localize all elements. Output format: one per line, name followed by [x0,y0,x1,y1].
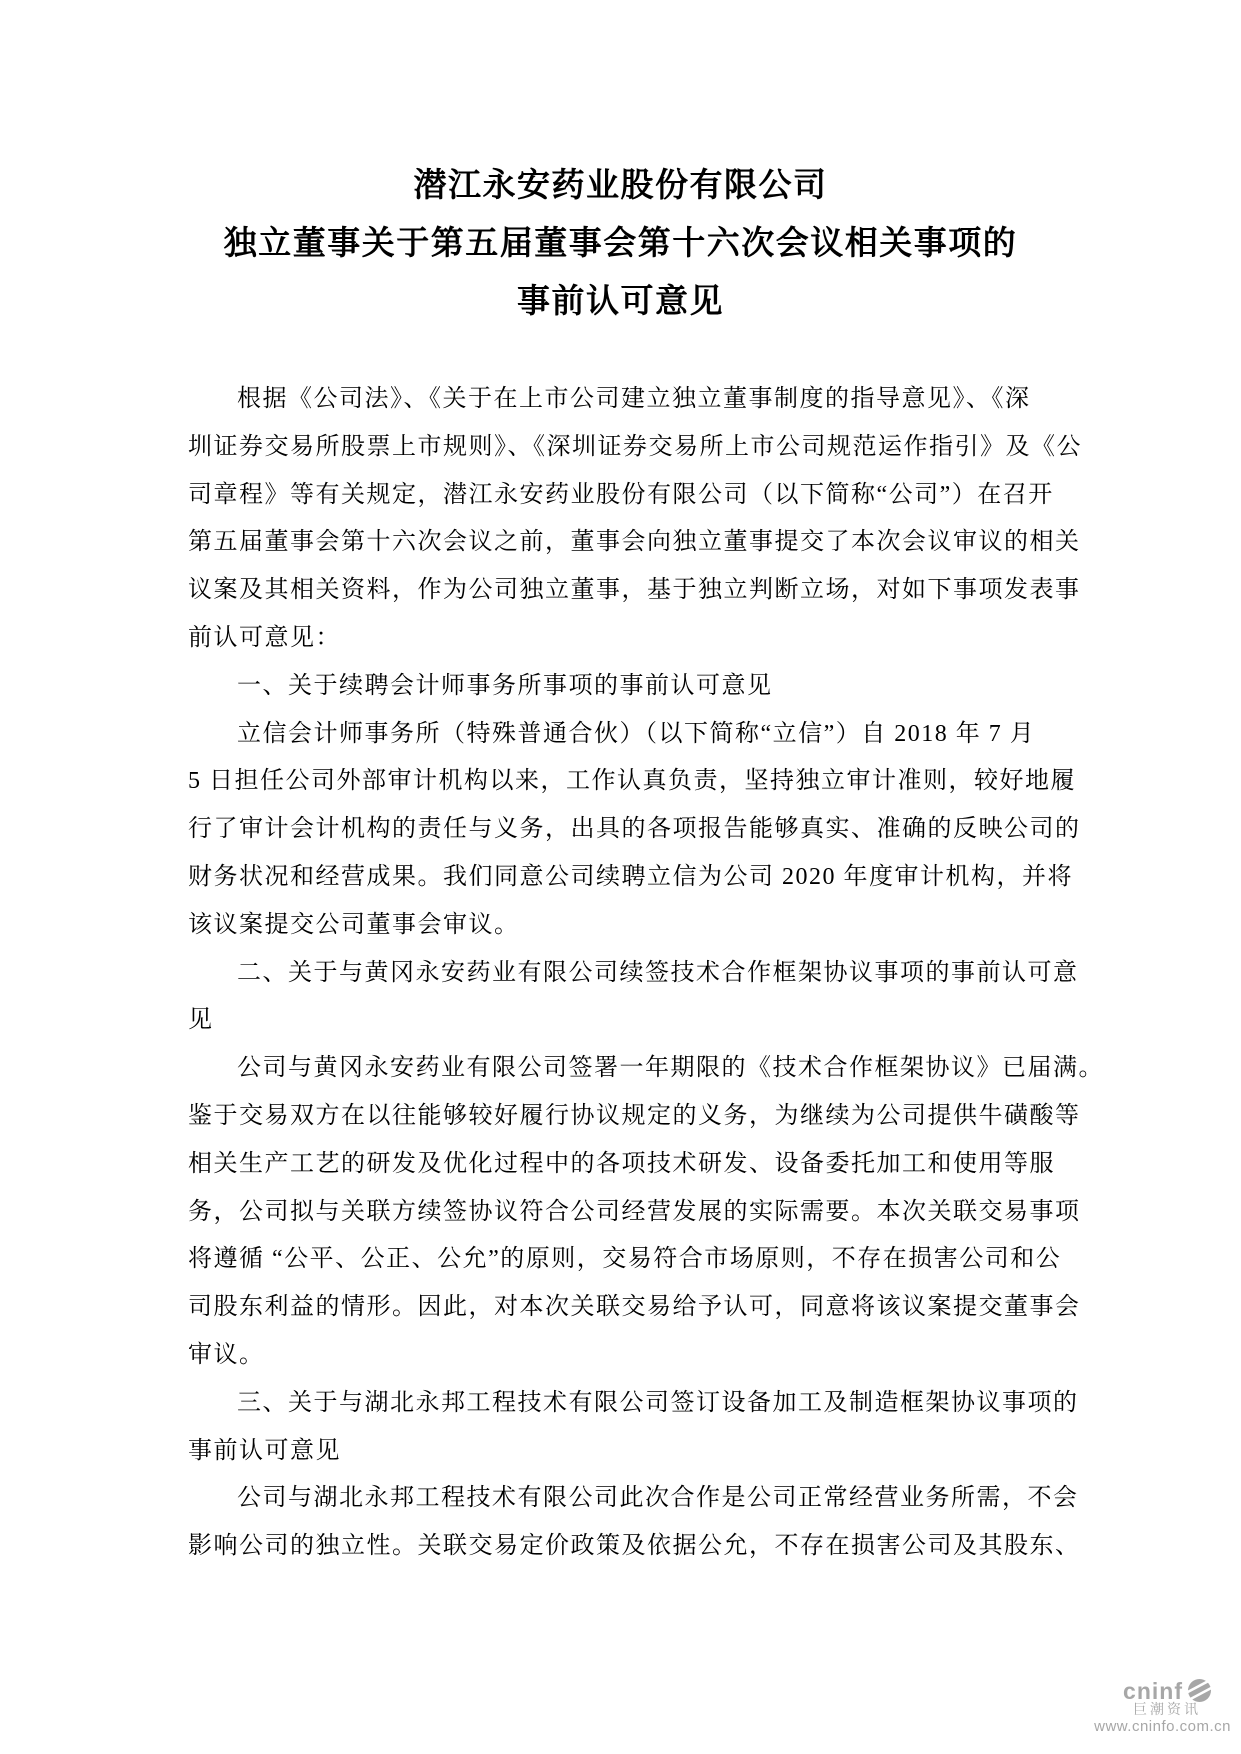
doc-text-line: 务，公司拟与关联方续签协议符合公司经营发展的实际需要。本次关联交易事项 [188,1198,1081,1225]
doc-text-line: 议案及其相关资料，作为公司独立董事，基于独立判断立场，对如下事项发表事 [188,577,1081,604]
doc-text-line: 影响公司的独立性。关联交易定价政策及依据公允，不存在损害公司及其股东、 [188,1533,1081,1560]
cninfo-watermark [1094,1678,1231,1734]
doc-text-line: 根据《公司法》、《关于在上市公司建立独立董事制度的指导意见》、《深 [237,386,1031,412]
doc-text-line: 将遵循 “公平、公正、公允”的原则，交易符合市场原则，不存在损害公司和公 [188,1246,1062,1273]
doc-text-line: 5 日担任公司外部审计机构以来，工作认真负责，坚持独立审计准则，较好地履 [188,768,1076,795]
cninfo-brand-cn: 巨潮资讯 [1133,1701,1201,1717]
cninfo-logo-icon [1186,1678,1213,1703]
doc-text-line: 第五届董事会第十六次会议之前，董事会向独立董事提交了本次会议审议的相关 [188,529,1081,556]
doc-text-line: 立信会计师事务所（特殊普通合伙）（以下简称“立信”）自 2018 年 7 月 [237,720,1036,747]
doc-text-line: 圳证券交易所股票上市规则》、《深圳证券交易所上市公司规范运作指引》及《公 [188,433,1082,460]
doc-text-line: 司章程》等有关规定，潜江永安药业股份有限公司（以下简称“公司”）在召开 [188,481,1054,508]
doc-text-line: 公司与湖北永邦工程技术有限公司此次合作是公司正常经营业务所需，不会 [237,1485,1079,1512]
title-line: 潜江永安药业股份有限公司 [413,166,828,203]
title-line: 独立董事关于第五届董事会第十六次会议相关事项的 [223,224,1018,261]
document-title [0,156,1241,330]
doc-text-line: 三、关于与湖北永邦工程技术有限公司签订设备加工及制造框架协议事项的 [237,1389,1079,1416]
doc-text-line: 见 [188,1007,214,1034]
doc-text-line: 事前认可意见 [188,1437,341,1464]
cninfo-brand-text: cninf [1123,1677,1183,1704]
cninfo-logo [1094,1678,1213,1703]
doc-text-line: 该议案提交公司董事会审议。 [188,911,520,938]
doc-text-line: 二、关于与黄冈永安药业有限公司续签技术合作框架协议事项的事前认可意 [237,959,1079,986]
doc-text-line: 前认可意见： [188,624,341,651]
doc-text-line: 行了审计会计机构的责任与义务，出具的各项报告能够真实、准确的反映公司的 [188,816,1081,843]
doc-text-line: 司股东利益的情形。因此，对本次关联交易给予认可，同意将该议案提交董事会 [188,1294,1081,1321]
doc-text-line: 一、关于续聘会计师事务所事项的事前认可意见 [237,672,773,699]
document-body [188,376,1104,1571]
doc-text-line: 公司与黄冈永安药业有限公司签署一年期限的《技术合作框架协议》已届满。 [237,1055,1104,1082]
title-line: 事前认可意见 [517,282,724,319]
doc-text-line: 相关生产工艺的研发及优化过程中的各项技术研发、设备委托加工和使用等服 [188,1150,1055,1177]
cninfo-url: www.cninfo.com.cn [1094,1718,1231,1735]
doc-text-line: 财务状况和经营成果。我们同意公司续聘立信为公司 2020 年度审计机构，并将 [188,863,1073,890]
doc-text-line: 鉴于交易双方在以往能够较好履行协议规定的义务，为继续为公司提供牛磺酸等 [188,1102,1081,1129]
doc-text-line: 审议。 [188,1341,265,1368]
